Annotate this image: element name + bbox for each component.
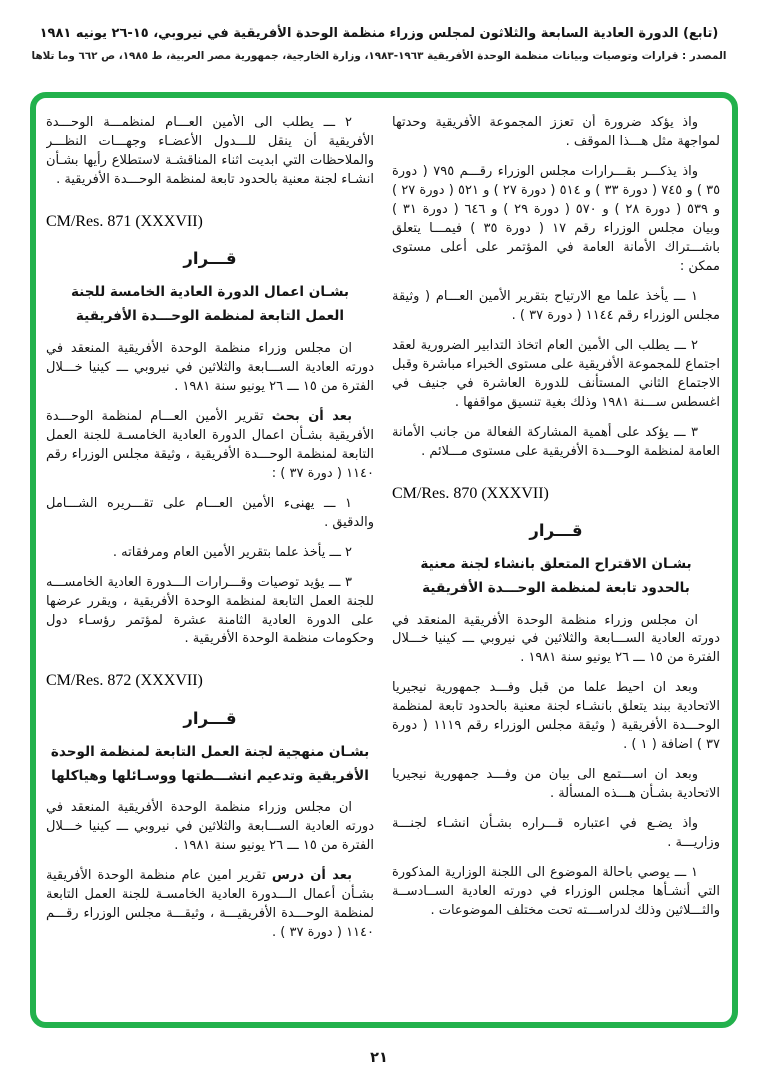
- resolution-code-872: CM/Res. 872 (XXXVII): [46, 672, 203, 690]
- column-right: [392, 114, 720, 1014]
- para-item-3-affirms-participation: ٣ ـــ يؤكد على أهمية المشاركة الفعالة من جانب الأمانة العامة لمنظمة الوحـــدة الأفريقية على مستوى مـــلائم .: [392, 424, 720, 459]
- para-council-session-872: ان مجلس وزراء منظمة الوحدة الأفريقية المنعقد في دورته العادية الســـابعة والثلاثين في نيروبي ـــ كينيا خـــلال الفترة من ١٥ ـــ ٢٦ يونيو سنة ١٩٨١ .: [46, 800, 374, 854]
- para-item-2-transmit-views: ٢ ـــ يطلب الى الأمين العـــام لمنظمـــة الوحـــدة الأفريقية أن ينقل للـــدول الأعضـاء وجهـــات النظـــر والملاحظات التي ابديت اثناء المناقشـة لاستطلاع رأيها بشـأن انشـاء لجنة معنية بالحدود تابعة لمنظمة الوحـــدة الأفريقية .: [46, 115, 374, 187]
- decision-heading-870: قـــرار: [529, 520, 583, 540]
- para-informed-nigeria-item: وبعد ان احيط علما من قبل وفـــد جمهورية نيجيريا الاتحادية ببند يتعلق بانشـاء لجنة معنية بالحدود تابعة لمنظمة الوحـــدة الأفريقية ( وثيقة مجلس الوزراء رقم ١١١٩ ( دورة ٣٧ ) اضافة ( ١ ) .: [392, 680, 720, 753]
- header-session-title: (تابع) الدورة العادية السابعة والثلاثون لمجلس وزراء منظمة الوحدة الأفريقية في نيروبي، ١٥-٢٦ يونيه ١٩٨١: [39, 26, 719, 41]
- para-item-2-takes-note: ٢ ـــ يأخذ علما بتقرير الأمين العام ومرفقاته .: [112, 544, 352, 560]
- para-affirm-unity: واذ يؤكد ضرورة أن تعزز المجموعة الأفريقية وحدتها لمواجهة مثل هـــذا الموقف .: [392, 115, 720, 149]
- para-council-session-871: ان مجلس وزراء منظمة الوحدة الأفريقية المنعقد في دورته العادية الســـابعة والثلاثين في نيروبي ـــ كينيا خـــلال الفترة من ١٥ ـــ ٢٦ يونيو سنة ١٩٨١ .: [46, 340, 374, 394]
- para-council-session-870: ان مجلس وزراء منظمة الوحدة الأفريقية المنعقد في دورته العادية الســـابعة والثلاثين في نيروبي ـــ كينيا خـــلال الفترة من ١٥ ـــ ٢٦ يونيو سنة ١٩٨١ .: [392, 612, 720, 666]
- para-item-3-endorses: ٣ ـــ يؤيد توصيات وقـــرارات الـــدورة العادية الخامســـه للجنة العمل التابعة لمنظمة الوحدة الأفريقية ، ويقرر عرضها على الدورة العادية الثامنة عشرة لمؤتمر رؤسـاء دول وحكومات منظمة الوحدة الأفريقية .: [46, 574, 374, 647]
- header-source-note: المصدر : قرارات وتوصيات وبيانات منظمة الوحدة الأفريقية ١٩٦٣-١٩٨٣، وزارة الخارجية، جمهورية مصر العربية، ط ١٩٨٥، ص ٦٦٢ وما تلاها: [31, 50, 727, 62]
- decision-title-870-line2: بالحدود تابعة لمنظمة الوحـــدة الأفريقية: [422, 579, 690, 596]
- para-examined-rest: تقرير الأمين العـــام لمنظمة الوحـــدة الأفريقية بشـأن اعمال الدورة العادية الخامسـة للجنة العمل التابعة لمنظمة الوحـــدة الأفريقية ، وثيقة مجلس الوزراء رقم ١١٤٠ ( دورة ٣٧ ) :: [46, 408, 374, 481]
- decision-title-870-line1: بشـان الاقتراح المتعلق بانشاء لجنة معنية: [420, 555, 692, 572]
- para-item-2-requests-sg: ٢ ـــ يطلب الى الأمين العام اتخاذ التدابير الضرورية لعقد اجتماع للمجموعة الأفريقية على مستوى الخبراء مباشرة وقبل الاجتماع الثاني المستأنف للدورة العاشرة في جنيف في اغسطس ســـنة ١٩٨١ وذلك بغية تنسيق مواقفها .: [392, 337, 720, 410]
- para-listened-statement: وبعد ان اســـتمع الى بيان من وفـــد جمهورية نيجيريا الاتحادية بشـأن هـــذه المسألة .: [392, 767, 720, 802]
- para-examined-lead: بعد أن بحث: [271, 408, 352, 424]
- para-recall-resolutions: واذ يذكـــر بقـــرارات مجلس الوزراء رقـــم ٧٩٥ ( دورة ٣٥ ) و ٧٤٥ ( دورة ٣٣ ) و ٥١٤ ( دورة ٢٧ ) و ٥٢١ ( دورة ٢٧ ) و ٥٣٩ ( دورة ٢٨ ) و ٥٧٠ ( دورة ٢٩ ) و ٦٤٦ ( دورة ٣١ ) وبيان مجلس الوزراء رقم ١٧ ( دورة ٣٥ ) فيمـــا يتعلق باشـــتراك الأمانة العامة في المؤتمر على أعلى مستوى ممكن :: [392, 163, 720, 274]
- decision-title-871-line2: العمل التابعة لمنظمة الوحـــدة الأفريقية: [75, 308, 345, 325]
- content-border-box: [30, 92, 738, 1028]
- page-header: [30, 26, 728, 62]
- para-examined-report: [46, 408, 374, 484]
- decision-title-871-line1: بشـان اعمال الدورة العادية الخامسة للجنة: [70, 284, 350, 301]
- para-studied-report: [46, 867, 374, 943]
- page-number: ٢١: [370, 1050, 388, 1066]
- decision-title-870: [392, 553, 720, 601]
- para-item-1-refer-committee: ١ ـــ يوصي باحالة الموضوع الى اللجنة الوزارية المذكورة التي أنشـأها مجلس الوزراء في دورته العادية الســادســة والثـــلاثين وذلك لدراســـته تحت مختلف الموضوعات .: [392, 865, 720, 919]
- decision-title-871: [46, 281, 374, 329]
- decision-title-872-line2: الأفريقية وتدعيم انشـــطتها ووسـائلها وهياكلها: [51, 767, 369, 784]
- column-left: [46, 114, 374, 1014]
- decision-title-872-line1: بشـان منهجية لجنة العمل التابعة لمنظمة الوحدة: [50, 743, 370, 760]
- two-column-layout: [46, 114, 720, 1014]
- para-studied-lead: بعد أن درس: [271, 868, 352, 884]
- resolution-code-871: CM/Res. 871 (XXXVII): [46, 212, 203, 230]
- decision-title-872: [46, 741, 374, 789]
- para-considering-decision: واذ يضـع في اعتباره قـــراره بشـأن انشـاء لجنـــة وزاريـــة .: [392, 816, 720, 851]
- decision-heading-871: قـــرار: [183, 249, 237, 269]
- para-item-1-takes-note: ١ ـــ يأخذ علما مع الارتياح بتقرير الأمين العـــام ( وثيقة مجلس الوزراء رقم ١١٤٤ ( دورة ٣٧ ) .: [392, 288, 720, 323]
- decision-heading-872: قـــرار: [183, 708, 237, 728]
- para-studied-rest: تقرير امين عام منظمة الوحدة الأفريقية بشـأن أعمال الـــدورة العادية الخامسـة للجنة العمل التابعة لمنظمة الوحـــدة الأفريقيـــة ، وثيقـــة مجلس الوزراء رقـــم ١١٤٠ ( دورة ٣٧ ) .: [46, 868, 374, 941]
- resolution-code-870: CM/Res. 870 (XXXVII): [392, 484, 549, 502]
- para-item-1-congratulates: ١ ـــ يهنىء الأمين العـــام على تقـــريره الشـــامل والدقيق .: [46, 495, 374, 530]
